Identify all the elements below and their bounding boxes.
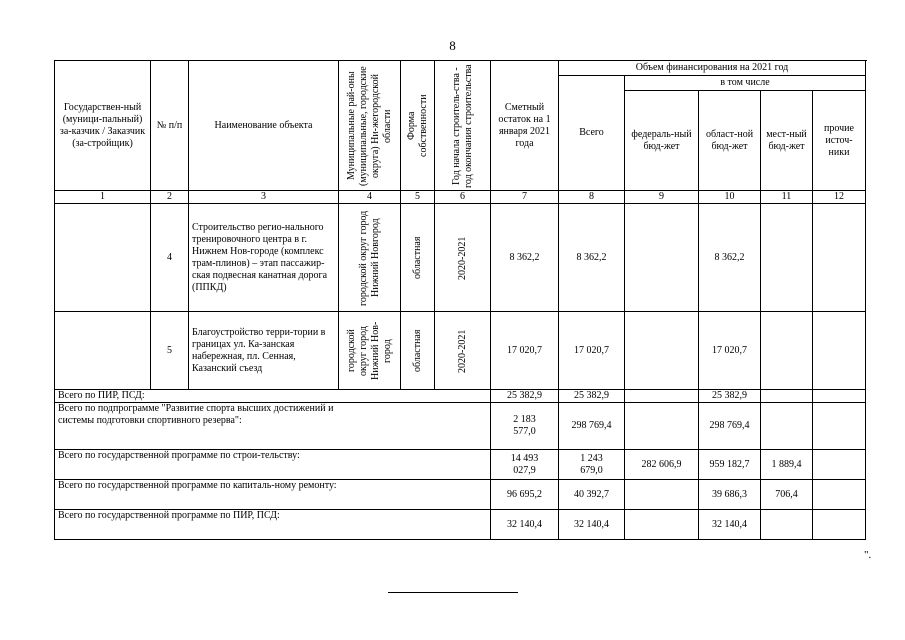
row-object-name: Благоустройство терри-тории в границах ул. Ка-занская набережная, пл. Сенная, Казанский съезд [189,312,339,390]
total-federal: 282 606,9 [625,450,699,480]
row-customer [55,312,151,390]
footer-divider [388,592,518,593]
total-local [761,390,813,403]
total-total: 298 769,4 [559,403,625,450]
column-number: 2 [151,191,189,204]
financing-table [54,60,866,540]
page-number: 8 [449,38,456,53]
total-federal [625,510,699,540]
total-other [813,480,866,510]
header-funding: Объем финансирования на 2021 год [559,61,866,76]
row-ownership-text: областная [411,236,423,279]
row-customer [55,204,151,312]
row-estimate: 17 020,7 [491,312,559,390]
row-district-text: городской округ город Нижний Нов-город [345,321,393,380]
total-local: 1 889,4 [761,450,813,480]
total-total: 25 382,9 [559,390,625,403]
total-label: Всего по ПИР, ПСД: [55,390,491,403]
total-estimate [491,450,559,480]
table-row [55,312,866,390]
total-label-cell [55,403,491,450]
total-row [55,390,866,403]
row-regional: 17 020,7 [699,312,761,390]
total-row [55,450,866,480]
header-district-text: Муниципальные рай-оны (муниципальные, городские округа) Ни-жегородской области [345,65,393,186]
column-number: 7 [491,191,559,204]
row-other [813,204,866,312]
row-regional: 8 362,2 [699,204,761,312]
table-row [55,204,866,312]
row-years [435,312,491,390]
total-label: Всего по государственной программе по строи-тельству: [58,450,300,461]
total-estimate-text: 2 183 577,0 [513,414,536,437]
row-local [761,204,813,312]
header-other: прочие источ-ники [813,91,866,191]
total-label: Всего по подпрограмме "Развитие спорта высших достижений и системы подготовки спортивного резерва": [58,403,334,426]
header-num: № п/п [151,61,189,191]
total-other [813,403,866,450]
row-object-name: Строительство регио-нального тренировочного центра в г. Нижнем Нов-городе (комплекс трам-плинов) – этап пассажир-ская подвесная канатная дорога (ППКД) [189,204,339,312]
total-other [813,390,866,403]
header-estimate: Сметный остаток на 1 января 2021 года [491,61,559,191]
header-local: мест-ный бюд-жет [761,91,813,191]
closing-quote-mark: ". [864,549,872,561]
header-total: Всего [559,76,625,191]
total-total [559,450,625,480]
total-federal [625,390,699,403]
total-regional: 32 140,4 [699,510,761,540]
row-total: 17 020,7 [559,312,625,390]
total-total: 40 392,7 [559,480,625,510]
header-including: в том числе [625,76,866,91]
total-regional: 959 182,7 [699,450,761,480]
row-ownership-text: областная [411,329,423,372]
total-local [761,403,813,450]
row-district-text: городской округ город Нижний Новгород [357,209,381,306]
row-estimate: 8 362,2 [491,204,559,312]
column-number: 1 [55,191,151,204]
total-estimate: 32 140,4 [491,510,559,540]
row-district [339,312,401,390]
total-estimate: 25 382,9 [491,390,559,403]
total-federal [625,480,699,510]
column-number: 5 [401,191,435,204]
total-row [55,480,866,510]
total-other [813,450,866,480]
column-number: 3 [189,191,339,204]
header-years [435,61,491,191]
header-ownership [401,61,435,191]
total-label: Всего по государственной программе по ПИР, ПСД: [58,510,280,521]
header-object-name: Наименование объекта [189,61,339,191]
header-regional: област-ной бюд-жет [699,91,761,191]
row-other [813,312,866,390]
total-label: Всего по государственной программе по капиталь-ному ремонту: [58,480,337,491]
total-label-cell [55,480,491,510]
row-district [339,204,401,312]
row-federal [625,204,699,312]
total-local [761,510,813,540]
row-num: 5 [151,312,189,390]
column-number: 4 [339,191,401,204]
header-years-text: Год начала строитель-ства - год окончания строительства [450,63,474,188]
total-total: 32 140,4 [559,510,625,540]
total-label-cell [55,510,491,540]
column-number: 12 [813,191,866,204]
total-regional: 298 769,4 [699,403,761,450]
total-row [55,403,866,450]
column-number: 9 [625,191,699,204]
total-estimate: 96 695,2 [491,480,559,510]
total-local: 706,4 [761,480,813,510]
column-number: 8 [559,191,625,204]
row-years-text: 2020-2021 [456,235,468,280]
row-ownership [401,204,435,312]
row-years-text: 2020-2021 [456,328,468,373]
column-number: 10 [699,191,761,204]
total-other [813,510,866,540]
header-customer: Государствен-ный (муници-пальный) за-казчик / Заказчик (за-стройщик) [55,61,151,191]
total-federal [625,403,699,450]
total-row [55,510,866,540]
header-ownership-text: Форма собственности [405,94,429,157]
total-regional: 39 686,3 [699,480,761,510]
total-total-text: 1 243 679,0 [580,452,603,476]
row-num: 4 [151,204,189,312]
row-local [761,312,813,390]
row-ownership [401,312,435,390]
header-row-1 [55,61,866,76]
column-number: 6 [435,191,491,204]
header-federal: федераль-ный бюд-жет [625,91,699,191]
total-label-cell [55,450,491,480]
total-regional: 25 382,9 [699,390,761,403]
row-total: 8 362,2 [559,204,625,312]
row-federal [625,312,699,390]
header-district [339,61,401,191]
row-years [435,204,491,312]
total-estimate-text: 14 493 027,9 [510,452,539,476]
total-estimate [491,403,559,450]
column-number-row [55,191,866,204]
column-number: 11 [761,191,813,204]
